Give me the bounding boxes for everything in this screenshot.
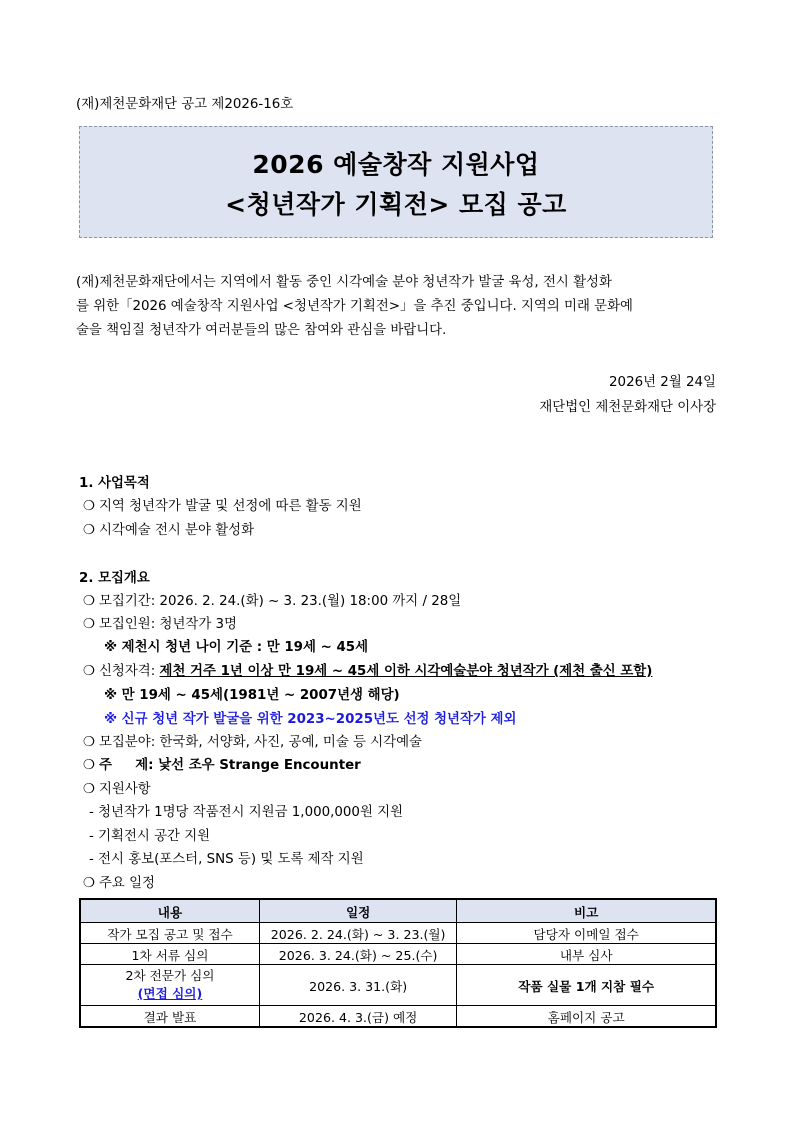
recruit-period	[83, 590, 461, 609]
circle-bullet-icon: ❍	[83, 523, 96, 538]
recruit-period-text: 모집기간: 2026. 2. 24.(화) ~ 3. 23.(월) 18:00 까지 / 28일	[99, 594, 462, 609]
title-box	[79, 126, 713, 238]
section1-item-2	[83, 519, 254, 538]
eligibility-note-2: ※ 신규 청년 작가 발굴을 위한 2023~2025년도 선정 청년작가 제외	[104, 712, 517, 727]
intro-line-1	[76, 271, 718, 295]
recruit-count-text: 모집인원: 청년작가 3명	[99, 617, 237, 632]
intro-text-3: 술을 책임질 청년작가 여러분들의 많은 참여와 관심을 바랍니다.	[76, 323, 447, 338]
notice-date: 2026년 2월 24일	[609, 375, 716, 390]
circle-bullet-icon: ❍	[83, 617, 96, 632]
cell-note: 작품 실물 1개 지참 필수	[457, 965, 716, 1006]
theme-value: 낯선 조우 Strange Encounter	[158, 758, 361, 773]
support-label: 지원사항	[99, 782, 151, 797]
intro-text-1: (재)제천문화재단에서는 지역에서 활동 중인 시각예술 분야 청년작가 발굴 육성, 전시 활성화	[76, 275, 612, 290]
circle-bullet-icon: ❍	[83, 735, 96, 750]
cell-date: 2026. 3. 24.(화) ~ 25.(수)	[259, 944, 456, 965]
column-header-note: 비고	[457, 899, 716, 923]
count-note: ※ 제천시 청년 나이 기준 : 만 19세 ~ 45세	[104, 640, 369, 655]
section1-item-text-1: 지역 청년작가 발굴 및 선정에 따른 활동 지원	[99, 499, 362, 514]
theme	[83, 754, 361, 773]
section2-heading: 2. 모집개요	[79, 571, 150, 586]
support-item-3: - 전시 홍보(포스터, SNS 등) 및 도록 제작 지원	[89, 852, 364, 867]
cell-note: 내부 심사	[457, 944, 716, 965]
column-header-content: 내용	[80, 899, 259, 923]
eligibility-note-1: ※ 만 19세 ~ 45세(1981년 ~ 2007년생 해당)	[104, 688, 400, 703]
cell-content-main: 2차 전문가 심의	[125, 968, 215, 983]
intro-paragraph	[76, 271, 718, 343]
eligibility	[83, 660, 652, 679]
eligibility-label: 신청자격:	[99, 664, 160, 679]
schedule-label: 주요 일정	[99, 876, 155, 891]
circle-bullet-icon: ❍	[83, 876, 96, 891]
cell-content-sub: (면접 심의)	[137, 986, 203, 1001]
cell-date: 2026. 4. 3.(금) 예정	[259, 1006, 456, 1028]
recruit-field-text: 모집분야: 한국화, 서양화, 사진, 공예, 미술 등 시각예술	[99, 735, 422, 750]
circle-bullet-icon: ❍	[83, 664, 96, 679]
title-line-2: <청년작가 기획전> 모집 공고	[225, 190, 567, 219]
circle-bullet-icon: ❍	[83, 594, 96, 609]
signer: 재단법인 제천문화재단 이사장	[539, 400, 716, 415]
support-item-2: - 기획전시 공간 지원	[89, 829, 211, 844]
schedule-table	[79, 898, 717, 1028]
circle-bullet-icon: ❍	[83, 782, 96, 797]
cell-date: 2026. 2. 24.(화) ~ 3. 23.(월)	[259, 923, 456, 944]
recruit-count	[83, 613, 237, 632]
circle-bullet-icon: ❍	[83, 499, 96, 514]
cell-note: 홈페이지 공고	[457, 1006, 716, 1028]
cell-date: 2026. 3. 31.(화)	[259, 965, 456, 1006]
support-heading	[83, 778, 151, 797]
cell-content	[80, 965, 259, 1006]
table-row	[80, 1006, 716, 1028]
section1-item-1	[83, 495, 362, 514]
table-header-row	[80, 899, 716, 923]
table-row	[80, 923, 716, 944]
notice-number: (재)제천문화재단 공고 제2026-16호	[76, 97, 294, 112]
intro-line-2	[76, 295, 718, 319]
table-row	[80, 965, 716, 1006]
section1-item-text-2: 시각예술 전시 분야 활성화	[99, 523, 255, 538]
section1-heading: 1. 사업목적	[79, 476, 150, 491]
support-item-1: - 청년작가 1명당 작품전시 지원금 1,000,000원 지원	[89, 805, 404, 820]
table-row	[80, 944, 716, 965]
recruit-field	[83, 731, 422, 750]
column-header-date: 일정	[259, 899, 456, 923]
cell-content: 결과 발표	[80, 1006, 259, 1028]
intro-line-3	[76, 319, 718, 343]
circle-bullet-icon: ❍	[83, 758, 96, 773]
eligibility-value: 제천 거주 1년 이상 만 19세 ~ 45세 이하 시각예술분야 청년작가 (제천 출신 포함)	[159, 664, 653, 679]
schedule-heading	[83, 872, 155, 891]
theme-label: 주 제:	[99, 758, 159, 773]
intro-text-2: 를 위한「2026 예술창작 지원사업 <청년작가 기획전>」을 추진 중입니다. 지역의 미래 문화예	[76, 299, 633, 314]
cell-note: 담당자 이메일 접수	[457, 923, 716, 944]
title-line-1: 2026 예술창작 지원사업	[252, 150, 540, 179]
cell-content: 1차 서류 심의	[80, 944, 259, 965]
cell-content: 작가 모집 공고 및 접수	[80, 923, 259, 944]
